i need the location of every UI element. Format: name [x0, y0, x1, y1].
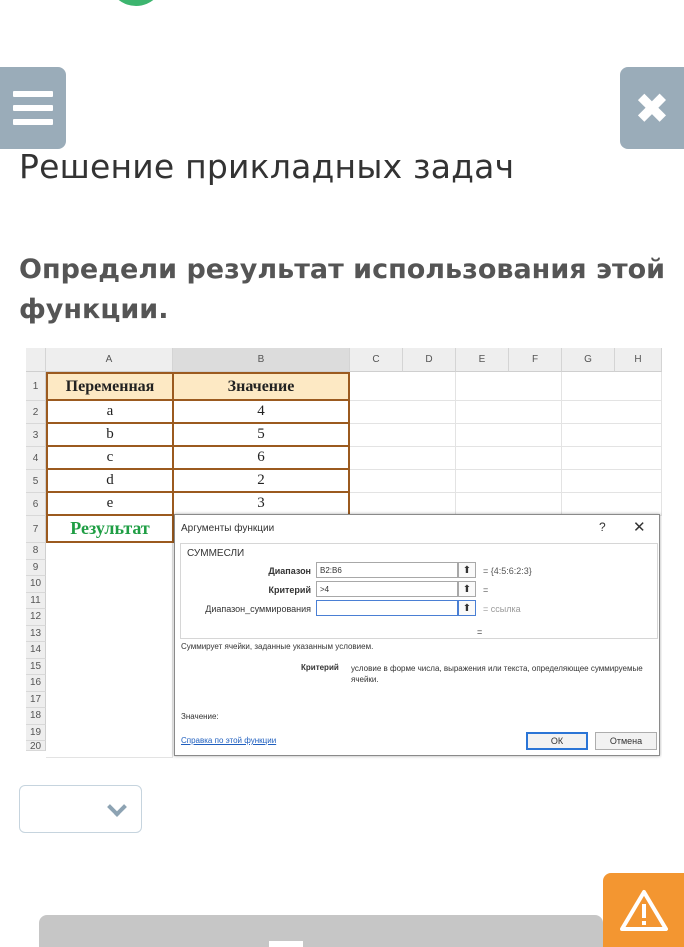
formula-result: = [477, 627, 483, 637]
close-icon: ✖ [634, 83, 670, 133]
function-group [180, 543, 658, 639]
value-label: Значение: [181, 712, 219, 721]
ok-button[interactable]: ОК [526, 732, 588, 750]
function-description: Суммирует ячейки, заданные указанным условием. [181, 642, 374, 651]
table-cell: b [46, 422, 174, 447]
row-header: 15 [26, 659, 46, 676]
row-header: 5 [26, 470, 46, 493]
column-header: H [615, 348, 662, 372]
arg-label-criterion: Критерий [268, 585, 311, 595]
table-cell: 5 [172, 422, 350, 447]
column-header: F [509, 348, 562, 372]
collapse-range-button[interactable] [458, 562, 476, 578]
function-arguments-dialog [174, 514, 660, 756]
row-header: 4 [26, 447, 46, 470]
page-title: Решение прикладных задач [19, 147, 515, 186]
criterion-result: = [483, 585, 489, 595]
arg-label-range: Диапазон [268, 566, 311, 576]
row-header: 2 [26, 401, 46, 424]
result-label-cell: Результат [46, 514, 174, 543]
row-header: 18 [26, 708, 46, 725]
answer-dropdown[interactable] [19, 785, 142, 833]
spreadsheet-image [26, 348, 662, 760]
sum-range-input[interactable] [316, 600, 458, 616]
hamburger-icon-bar [13, 119, 53, 125]
range-input[interactable]: B2:B6 [316, 562, 458, 578]
question-text: Определи результат использования этой функции. [19, 254, 666, 325]
arrow-up-icon: ⬆ [462, 583, 472, 595]
dialog-close-icon[interactable]: ✕ [633, 519, 646, 536]
row-header: 14 [26, 642, 46, 659]
bar-icon-fragment [269, 941, 303, 947]
collapse-sum-range-button[interactable] [458, 600, 476, 616]
row-header: 8 [26, 543, 46, 560]
row-header: 6 [26, 493, 46, 516]
row-header: 13 [26, 626, 46, 643]
column-header: B [173, 348, 350, 372]
report-button[interactable] [603, 873, 684, 947]
table-cell: c [46, 445, 174, 470]
row-header: 7 [26, 516, 46, 543]
hamburger-icon-bar [13, 105, 53, 111]
menu-button[interactable] [0, 67, 66, 149]
logo [108, 0, 164, 6]
row-header: 1 [26, 372, 46, 401]
table-cell: 6 [172, 445, 350, 470]
grid-cell [403, 372, 456, 516]
row-header: 12 [26, 609, 46, 626]
sum-range-result: = ссылка [483, 604, 521, 614]
grid-cell [509, 372, 562, 516]
submit-bar[interactable] [39, 915, 603, 947]
grid-cell [615, 372, 662, 516]
row-header: 19 [26, 725, 46, 742]
grid-cell [46, 543, 173, 758]
hamburger-icon [13, 91, 53, 97]
arrow-up-icon: ⬆ [462, 564, 472, 576]
column-header: G [562, 348, 615, 372]
range-result: = {4:5:6:2:3} [483, 566, 532, 576]
arrow-up-icon: ⬆ [462, 602, 472, 614]
function-name: СУММЕСЛИ [187, 548, 245, 559]
help-icon[interactable]: ? [599, 520, 606, 534]
column-header: A [46, 348, 173, 372]
criterion-help-text: условие в форме числа, выражения или текста, определяющее суммируемые ячейки. [351, 664, 643, 684]
warning-icon [618, 887, 670, 933]
row-header: 9 [26, 560, 46, 577]
row-header: 10 [26, 576, 46, 593]
help-link[interactable]: Справка по этой функции [181, 736, 277, 745]
table-cell: d [46, 468, 174, 493]
row-header: 11 [26, 593, 46, 610]
column-header: E [456, 348, 509, 372]
criterion-help-label: Критерий [301, 663, 339, 672]
criterion-input[interactable]: >4 [316, 581, 458, 597]
table-cell: 3 [172, 491, 350, 516]
collapse-criterion-button[interactable] [458, 581, 476, 597]
table-cell: a [46, 399, 174, 424]
row-header: 20 [26, 741, 46, 751]
chevron-down-icon [107, 797, 127, 817]
table-cell: 2 [172, 468, 350, 493]
select-all-corner [26, 348, 46, 372]
cancel-button[interactable]: Отмена [595, 732, 657, 750]
table-cell: 4 [172, 399, 350, 424]
close-button[interactable] [620, 67, 684, 149]
row-header: 17 [26, 692, 46, 709]
arg-label-sum-range: Диапазон_суммирования [205, 604, 311, 614]
dialog-title: Аргументы функции [181, 523, 275, 534]
column-header: C [350, 348, 403, 372]
row-header: 16 [26, 675, 46, 692]
table-header-cell: Переменная [46, 372, 174, 401]
table-header-cell: Значение [172, 372, 350, 401]
column-header: D [403, 348, 456, 372]
table-cell: e [46, 491, 174, 516]
row-header: 3 [26, 424, 46, 447]
